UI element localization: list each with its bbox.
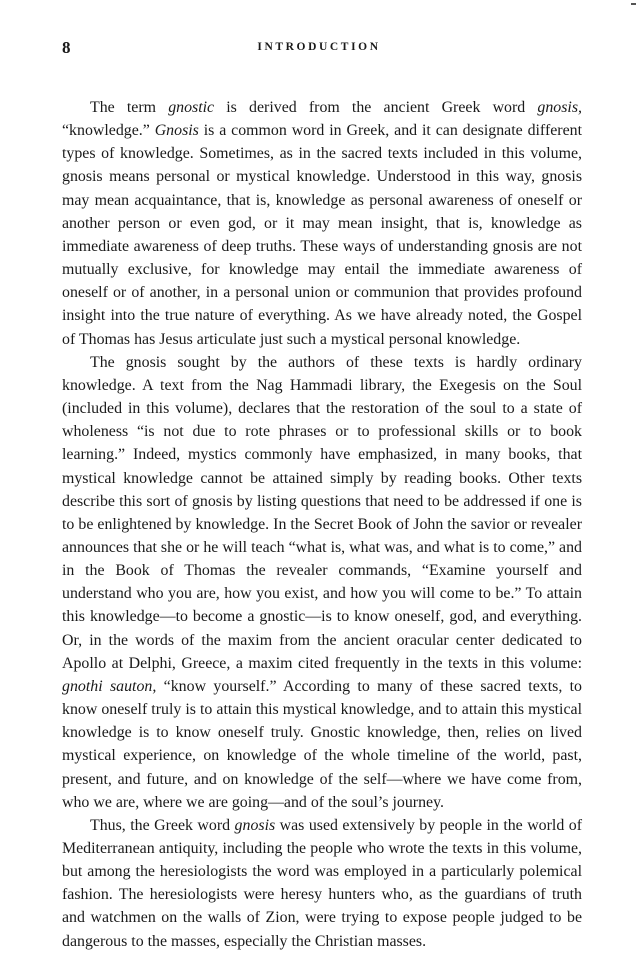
term-gnothi-sauton: gnothi sauton, [62, 677, 157, 695]
running-head: INTRODUCTION [257, 41, 381, 53]
term-gnosis-capitalized: Gnosis [154, 122, 199, 140]
term-gnostic: gnostic [168, 99, 215, 116]
scan-edge-mark [631, 3, 636, 5]
paragraph-2: The gnosis sought by the authors of these texts is hardly ordinary knowledge. A text from the Nag Hammadi library, the Exegesis on the Soul (included in this volume), declares that the restoration of the soul to a state of wholeness “is not due to rote phrases or to professional skills or to book learning.” Indeed, mystics commonly have emphasized, in many books, that mystical knowledge cannot be attained simply by reading books. Other texts describe this sort of gnosis by listing questions that need to be addressed if one is to be enlightened by knowledge. In the Secret Book of John the savior or revealer announces that she or he will teach “what is, what was, and what is to come,” and in the Book of Thomas the revealer commands, “Examine yourself and understand who you are, how you exist, and how you will come to be.” To attain this knowledge—to become a gnostic—is to know oneself, god, and everything. Or, in the words of the maxim from the ancient oracular center dedicated to Apollo at Delphi, Greece, a maxim cited frequently in the texts in this volume: gnothi sauton, “know yourself.” According to many of these sacred texts, to know oneself truly is to attain this mystical knowledge, and to attain this mystical knowledge is to know oneself truly. Gnostic knowledge, then, relies on lived mystical experience, on knowledge of the whole timeline of the world, past, present, and future, and on knowledge of the self—where we have come from, who we are, where we are going—and of the soul’s journey. [62, 353, 583, 811]
page-number: 8 [62, 38, 71, 57]
term-gnosis: gnosis, [537, 99, 582, 116]
term-gnosis-greek: gnosis [234, 816, 276, 834]
body-text [62, 96, 582, 953]
paragraph-3: Thus, the Greek word gnosis was used extensively by people in the world of Mediterranean antiquity, including the people who wrote the texts in this volume, but among the heresiologists the word was employed in a particularly polemical fashion. The heresiologists were heresy hunters who, as the guardians of truth and watchmen on the walls of Zion, were trying to expose people judged to be dangerous to the masses, especially the Christian masses. [62, 816, 582, 950]
paragraph-1: The term gnostic is derived from the ancient Greek word gnosis, “knowledge.” Gnosis is a common word in Greek, and it can designate different types of knowledge. Sometimes, as in the sacred texts included in this volume, gnosis means personal or mystical knowledge. Understood in this way, gnosis may mean acquaintance, that is, knowledge as personal awareness of oneself or another person or even god, or it may mean insight, that is, knowledge as immediate awareness of deep truths. These ways of understanding gnosis are not mutually exclusive, for knowledge may entail the immediate awareness of oneself or of another, in a personal union or communion that provides profound insight into the true nature of everything. As we have already noted, the Gospel of Thomas has Jesus articulate just such a mystical personal knowledge. [62, 99, 582, 348]
